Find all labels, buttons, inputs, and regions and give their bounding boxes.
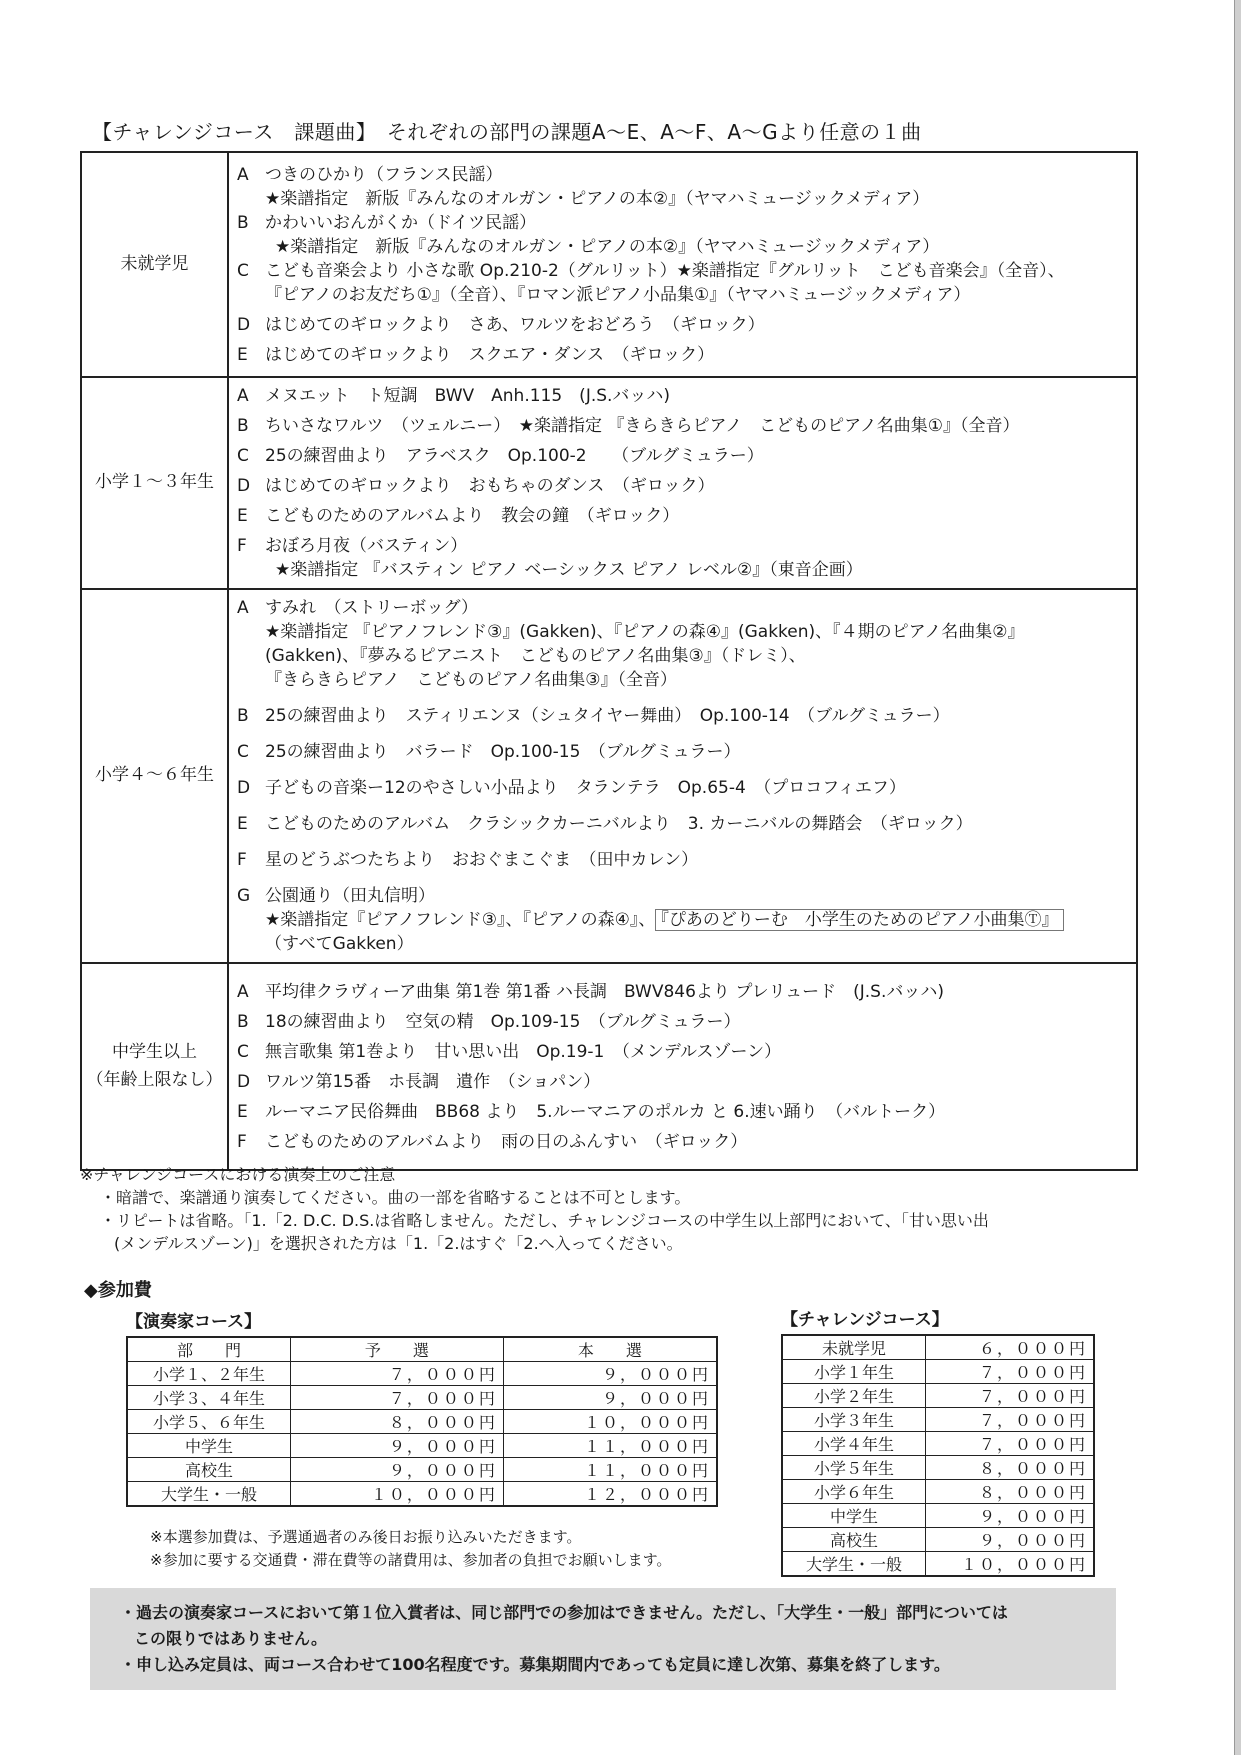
score-note: (Gakken)、『夢みるピアニスト こどものピアノ名曲集③』（ドレミ）、 [265, 646, 806, 666]
score-note: ★楽譜指定 『バスティン ピアノ ベーシックス ピアノ レベル②』（東音企画） [275, 560, 863, 580]
fee-row: 高校生 ９，０００円 [782, 1528, 1094, 1552]
piece-row: D ワルツ第15番 ホ長調 遺作 （ショパン） [237, 1071, 601, 1092]
challenge-fee-table [781, 1334, 1095, 1577]
piece-row: C 25の練習曲より バラード Op.100-15 （ブルグミュラー） [237, 742, 741, 762]
score-note: 『ピアノのお友だち①』（全音）、『ロマン派ピアノ小品集①』（ヤマハミュージックメディア） [265, 284, 971, 305]
category-row [81, 963, 1137, 1170]
piece-row: C 無言歌集 第1巻より 甘い思い出 Op.19-1 （メンデルスゾーン） [237, 1041, 782, 1062]
fee-row: 中学生 ９，０００円 １１，０００円 [127, 1434, 717, 1458]
performer-fee-table [126, 1336, 718, 1507]
fee-row: 小学６年生 ８，０００円 [782, 1480, 1094, 1504]
fee-row: 大学生・一般 １０，０００円 １２，０００円 [127, 1482, 717, 1507]
fee-note: ※本選参加費は、予選通過者のみ後日お振り込みいただきます。 [150, 1528, 582, 1546]
fee-row: 小学３、４年生 ７，０００円 ９，０００円 [127, 1386, 717, 1410]
score-note: ★楽譜指定 『ピアノフレンド③』(Gakken)、『ピアノの森④』(Gakken)、『４期のピアノ名曲集②』 [265, 622, 1025, 642]
category-label: 未就学児 [81, 152, 228, 377]
score-note: ★楽譜指定 新版『みんなのオルガン・ピアノの本②』（ヤマハミュージックメディア） [265, 188, 930, 209]
score-note: 『きらきらピアノ こどものピアノ名曲集③』（全音） [265, 670, 678, 690]
category-items [228, 589, 1137, 963]
fee-row: 小学３年生 ７，０００円 [782, 1408, 1094, 1432]
piece-row: E こどものためのアルバム クラシックカーニバルより 3. カーニバルの舞踏会 （ギロック） [237, 814, 973, 834]
fee-note: ※参加に要する交通費・滞在費等の諸費用は、参加者の負担でお願いします。 [150, 1551, 672, 1569]
category-label: 中学生以上 （年齢上限なし） [81, 963, 228, 1170]
notice-line: ・過去の演奏家コースにおいて第１位入賞者は、同じ部門での参加はできません。ただし、「大学生・一般」部門については [120, 1603, 1008, 1622]
performance-cautions [80, 1163, 989, 1255]
piece-row: D はじめてのギロックより さあ、ワルツをおどろう （ギロック） [237, 314, 765, 335]
piece-row: B かわいいおんがくか（ドイツ民謡） [237, 212, 537, 233]
piece-row: C 25の練習曲より アラベスク Op.100-2 （ブルグミュラー） [237, 446, 764, 466]
fee-row: 中学生 ９，０００円 [782, 1504, 1094, 1528]
fee-notes [150, 1526, 671, 1572]
piece-row: B 25の練習曲より スティリエンヌ（シュタイヤー舞曲） Op.100-14 （ブルグミュラー） [237, 706, 950, 726]
fee-header-row: 部 門 予 選 本 選 [127, 1337, 717, 1362]
notice-line: ・申し込み定員は、両コース合わせて100名程度です。募集期間内であっても定員に達し次第、募集を終了します。 [120, 1655, 950, 1674]
fee-row: 未就学児 ６，０００円 [782, 1335, 1094, 1360]
category-items [228, 152, 1137, 377]
caution-line: ・暗譜で、楽譜通り演奏してください。曲の一部を省略することは不可とします。 [100, 1188, 691, 1207]
notice-box [90, 1588, 1116, 1690]
challenge-pieces-table [80, 151, 1138, 1171]
piece-row: E ルーマニア民俗舞曲 BB68 より 5.ルーマニアのポルカ と 6.速い踊り （バルトーク） [237, 1101, 946, 1122]
caution-line: (メンデルスゾーン)」を選択された方は「1.「2.はすぐ「2.へ入ってください。 [114, 1234, 683, 1253]
cautions-title: ※チャレンジコースにおける演奏上のご注意 [80, 1165, 396, 1184]
piece-row: F 星のどうぶつたちより おおぐまこぐま （田中カレン） [237, 850, 699, 870]
piece-row: E こどものためのアルバムより 教会の鐘 （ギロック） [237, 506, 680, 526]
fee-row: 小学２年生 ７，０００円 [782, 1384, 1094, 1408]
category-label: 小学１～３年生 [81, 377, 228, 589]
fee-row: 小学５年生 ８，０００円 [782, 1456, 1094, 1480]
score-note: ★楽譜指定『ピアノフレンド③』、『ピアノの森④』、 『ぴあのどりーむ 小学生のためのピアノ小曲集Ⓣ』 [237, 908, 1128, 932]
piece-row: G 公園通り（田丸信明） [237, 886, 435, 906]
piece-row: D 子どもの音楽ー12のやさしい小品より タランテラ Op.65-4 （プロコフィエフ） [237, 778, 906, 798]
boxed-score-title: 『ぴあのどりーむ 小学生のためのピアノ小曲集Ⓣ』 [655, 909, 1063, 931]
fee-row: 小学１、２年生 ７，０００円 ９，０００円 [127, 1362, 717, 1386]
category-items [228, 377, 1137, 589]
piece-row: F おぼろ月夜（バスティン） [237, 536, 468, 556]
piece-row: C こども音楽会より 小さな歌 Op.210-2（グルリット）★楽譜指定『グルリット こども音楽会』（全音）、 [237, 260, 1065, 281]
score-note: （すべてGakken） [265, 934, 414, 954]
category-row [81, 589, 1137, 963]
challenge-heading: 【チャレンジコース 課題曲】 それぞれの部門の課題A～E、A～F、A～Gより任意の１曲 [92, 120, 922, 144]
piece-row: B 18の練習曲より 空気の精 Op.109-15 （ブルグミュラー） [237, 1011, 741, 1032]
fee-row: 大学生・一般 １０，０００円 [782, 1552, 1094, 1577]
score-note: ★楽譜指定 新版『みんなのオルガン・ピアノの本②』（ヤマハミュージックメディア） [275, 236, 940, 257]
category-items [228, 963, 1137, 1170]
category-label: 小学４～６年生 [81, 589, 228, 963]
fee-row: 小学５、６年生 ８，０００円 １０，０００円 [127, 1410, 717, 1434]
piece-row: A メヌエット ト短調 BWV Anh.115 (J.S.バッハ) [237, 386, 671, 406]
fee-row: 小学４年生 ７，０００円 [782, 1432, 1094, 1456]
category-row [81, 152, 1137, 377]
caution-line: ・リピートは省略。「1.「2. D.C. D.S.は省略しません。ただし、チャレンジコースの中学生以上部門において、「甘い思い出 [100, 1211, 989, 1230]
performer-course-title: 【演奏家コース】 [126, 1312, 262, 1332]
fee-heading: ◆参加費 [84, 1280, 152, 1301]
fee-row: 高校生 ９，０００円 １１，０００円 [127, 1458, 717, 1482]
piece-row: A つきのひかり（フランス民謡） [237, 164, 503, 185]
notice-line: この限りではありません。 [134, 1629, 327, 1648]
piece-row: F こどものためのアルバムより 雨の日のふんすい （ギロック） [237, 1131, 748, 1152]
piece-row: D はじめてのギロックより おもちゃのダンス （ギロック） [237, 476, 715, 496]
challenge-course-title: 【チャレンジコース】 [781, 1310, 949, 1330]
piece-row: E はじめてのギロックより スクエア・ダンス （ギロック） [237, 344, 715, 365]
piece-row: B ちいさなワルツ （ツェルニー） ★楽譜指定 『きらきらピアノ こどものピアノ名曲集①』（全音） [237, 416, 1020, 436]
category-row [81, 377, 1137, 589]
piece-row: A 平均律クラヴィーア曲集 第1巻 第1番 ハ長調 BWV846より プレリュード (J.S.バッハ) [237, 981, 945, 1002]
page-edge [1234, 0, 1241, 1755]
fee-row: 小学１年生 ７，０００円 [782, 1360, 1094, 1384]
piece-row: A すみれ （ストリーボッグ） [237, 598, 479, 618]
